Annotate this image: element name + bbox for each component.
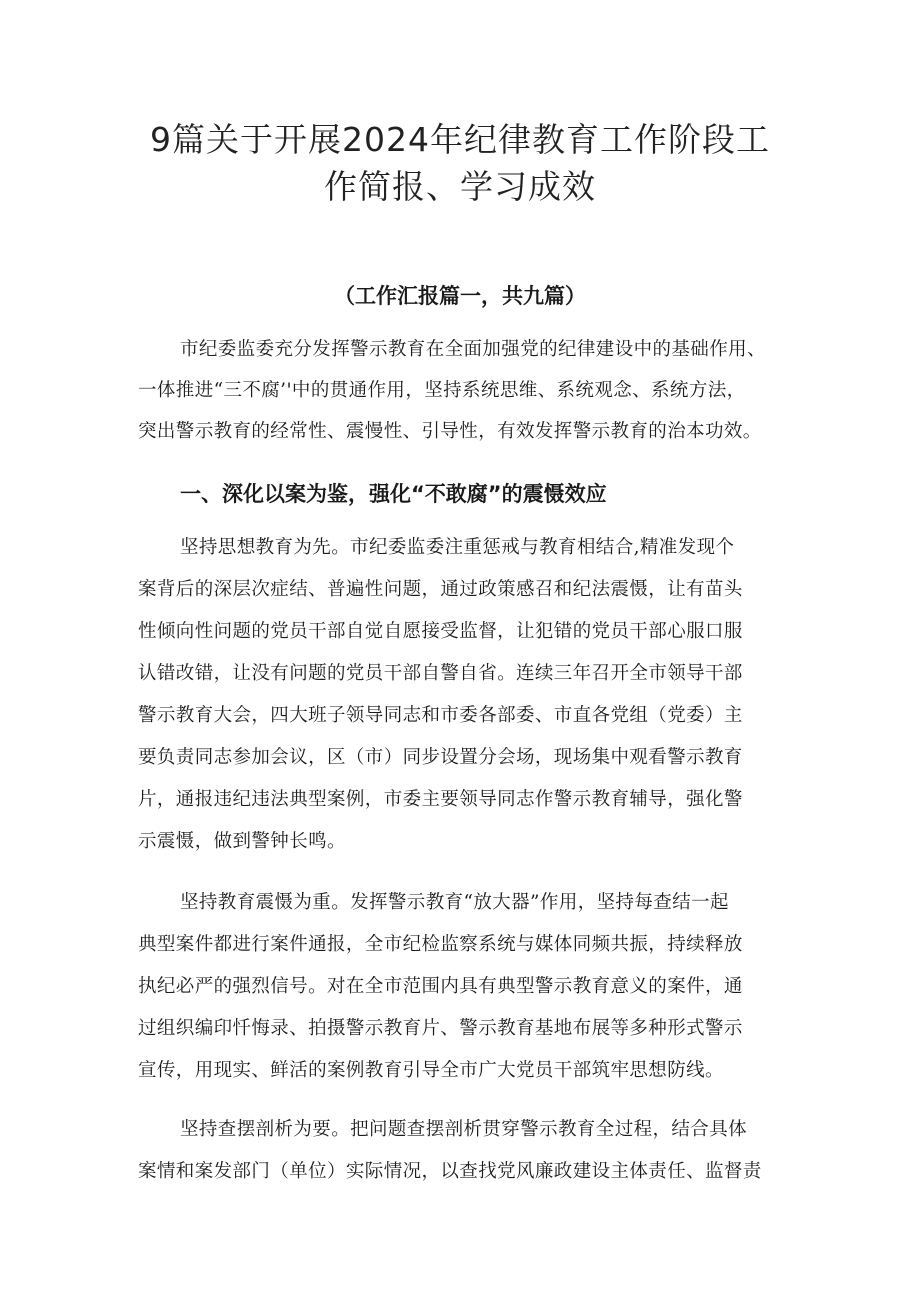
- paragraph-line: 执纪必严的强烈信号。对在全市范围内具有典型警示教育意义的案件，通: [138, 976, 743, 997]
- paragraph-line: 坚持思想教育为先。市纪委监委注重惩戒与教育相结合,精准发现个: [180, 537, 735, 558]
- intro-line: 一体推进“三不腐’'中的贯通作用，坚持系统思维、系统观念、系统方法，: [138, 380, 746, 401]
- paragraph-line: 宣传，用现实、鲜活的案例教育引导全市广大党员干部筑牢思想防线。: [138, 1060, 724, 1081]
- paragraph-line: 警示教育大会，四大班子领导同志和市委各部委、市直各党组（党委）主: [138, 705, 743, 726]
- intro-line: 突出警示教育的经常性、震慢性、引导性，有效发挥警示教育的治本功效。: [138, 421, 762, 442]
- paragraph-line: 坚持教育震慑为重。发挥警示教育“放大器”作用，坚持每查结一起: [180, 892, 729, 913]
- paragraph-line: 示震慑，做到警钟长鸣。: [138, 831, 346, 852]
- paragraph-line: 要负责同志参加会议，区（市）同步设置分会场，现场集中观看警示教育: [138, 747, 743, 768]
- paragraph-line: 过组织编印忏悔录、拍摄警示教育片、警示教育基地布展等多种形式警示: [138, 1018, 743, 1039]
- paragraph-line: 典型案件都进行案件通报，全市纪检监察系统与媒体同频共振，持续释放: [138, 934, 743, 955]
- paragraph-line: 认错改错，让没有问题的党员干部自警自省。连续三年召开全市领导干部: [138, 663, 743, 684]
- document-title-line-1: 9篇关于开展2024年纪律教育工作阶段工: [150, 120, 770, 159]
- paragraph-line: 性倾向性问题的党员干部自觉自愿接受监督，让犯错的党员干部心服口服: [138, 621, 743, 642]
- paragraph-line: 坚持查摆剖析为要。把问题查摆剖析贯穿警示教育全过程，结合具体: [180, 1119, 748, 1140]
- document-title-line-2: 作简报、学习成效: [324, 167, 596, 206]
- paragraph-line: 案背后的深层次症结、普遍性问题，通过政策感召和纪法震慑，让有苗头: [138, 579, 743, 600]
- section-heading-1: 一、深化以案为鉴，强化“不敢腐”的震慑效应: [180, 482, 607, 506]
- paragraph-line: 片，通报违纪违法典型案例，市委主要领导同志作警示教育辅导，强化警: [138, 789, 743, 810]
- intro-line: 市纪委监委充分发挥警示教育在全面加强党的纪律建设中的基础作用、: [180, 339, 766, 360]
- paragraph-line: 案情和案发部门（单位）实际情况，以查找党风廉政建设主体责任、监督责: [138, 1161, 762, 1182]
- document-subtitle: （工作汇报篇一，共九篇）: [334, 284, 586, 308]
